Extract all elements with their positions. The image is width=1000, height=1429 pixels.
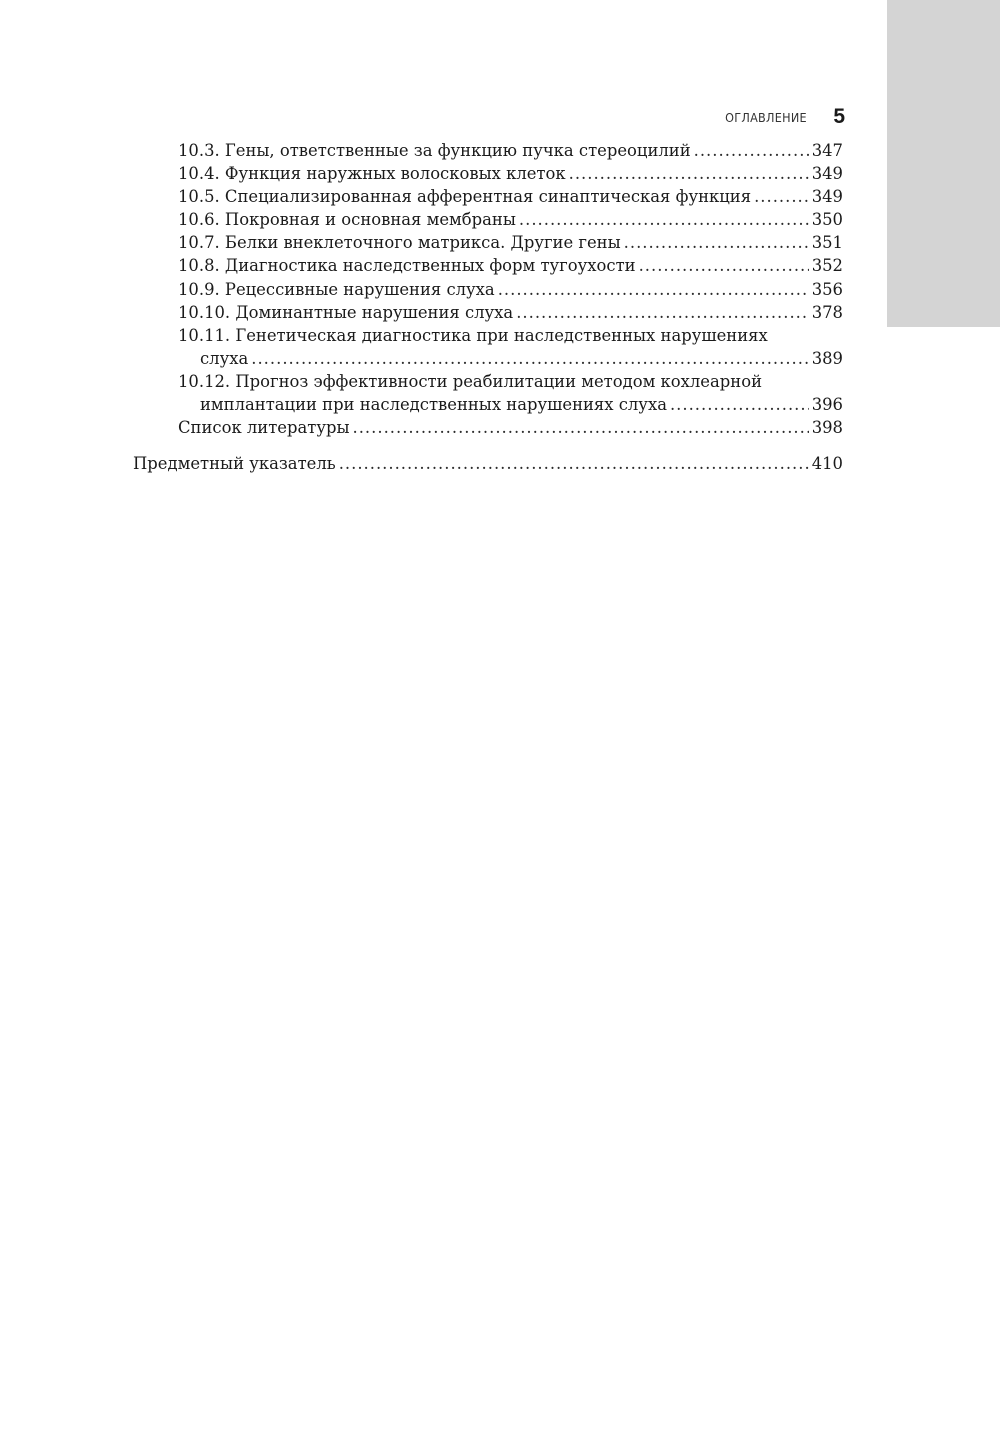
- toc-leader: [639, 254, 809, 277]
- toc-entry-references[interactable]: [178, 416, 843, 439]
- toc-entry-text: 10.6. Покровная и основная мембраны: [178, 210, 516, 230]
- toc-leader: [498, 278, 809, 301]
- toc-entry-page: 349: [811, 164, 843, 184]
- toc-entry-text: 10.10. Доминантные нарушения слуха: [178, 302, 514, 322]
- toc-entry-10-11-line1[interactable]: 10.11. Генетическая диагностика при наследственных нарушениях: [178, 325, 768, 345]
- table-of-contents: [0, 139, 1000, 475]
- toc-entry-page: 356: [811, 279, 843, 299]
- toc-entry-text: 10.7. Белки внеклеточного матрикса. Другие гены: [178, 233, 621, 253]
- toc-leader: [754, 185, 809, 208]
- toc-entry-10-12[interactable]: [178, 393, 843, 416]
- toc-entry-10-4[interactable]: [178, 162, 843, 185]
- toc-entry-10-9[interactable]: [178, 278, 843, 301]
- toc-entry-subject-index[interactable]: [133, 452, 843, 475]
- toc-entry-page: 349: [811, 187, 843, 207]
- toc-entry-page: 398: [811, 418, 843, 438]
- toc-entry-10-3[interactable]: [178, 139, 843, 162]
- toc-leader: [339, 452, 809, 475]
- toc-entry-page: 351: [811, 233, 843, 253]
- toc-entry-10-8[interactable]: [178, 254, 843, 277]
- toc-entry-text: 10.8. Диагностика наследственных форм тугоухости: [178, 256, 636, 276]
- toc-leader: [353, 416, 809, 439]
- toc-entry-text: Предметный указатель: [133, 454, 336, 474]
- toc-entry-page: 352: [811, 256, 843, 276]
- toc-leader: [624, 231, 809, 254]
- toc-entry-page: 378: [811, 302, 843, 322]
- toc-entry-10-12-line1[interactable]: 10.12. Прогноз эффективности реабилитации методом кохлеарной: [178, 371, 762, 391]
- toc-entry-page: 389: [811, 348, 843, 368]
- running-header: [716, 103, 845, 131]
- toc-entry-page: 396: [811, 395, 843, 415]
- toc-entry-text-continuation: слуха: [200, 348, 249, 368]
- toc-leader: [516, 301, 809, 324]
- toc-entry-text: 10.5. Специализированная афферентная синаптическая функция: [178, 187, 752, 207]
- toc-entry-text-continuation: имплантации при наследственных нарушениях слуха: [200, 395, 667, 415]
- toc-entry-text: 10.4. Функция наружных волосковых клеток: [178, 164, 566, 184]
- toc-entry-10-10[interactable]: [178, 301, 843, 324]
- toc-entry-10-7[interactable]: [178, 231, 843, 254]
- toc-entry-text: 10.9. Рецессивные нарушения слуха: [178, 279, 495, 299]
- toc-leader: [569, 162, 809, 185]
- toc-entry-10-6[interactable]: [178, 208, 843, 231]
- toc-leader: [694, 139, 809, 162]
- toc-leader: [519, 208, 809, 231]
- toc-entry-10-5[interactable]: [178, 185, 843, 208]
- page-number: 5: [833, 105, 845, 128]
- toc-entry-page: 350: [811, 210, 843, 230]
- toc-leader: [670, 393, 809, 416]
- toc-entry-text: 10.3. Гены, ответственные за функцию пучка стереоцилий: [178, 141, 691, 160]
- toc-leader: [251, 347, 808, 370]
- toc-entry-page: 347: [811, 141, 843, 160]
- toc-entry-page: 410: [811, 454, 843, 474]
- header-title: ОГЛАВЛЕНИЕ: [725, 109, 808, 125]
- toc-entry-text: Список литературы: [178, 418, 350, 438]
- toc-entry-10-11[interactable]: [178, 347, 843, 370]
